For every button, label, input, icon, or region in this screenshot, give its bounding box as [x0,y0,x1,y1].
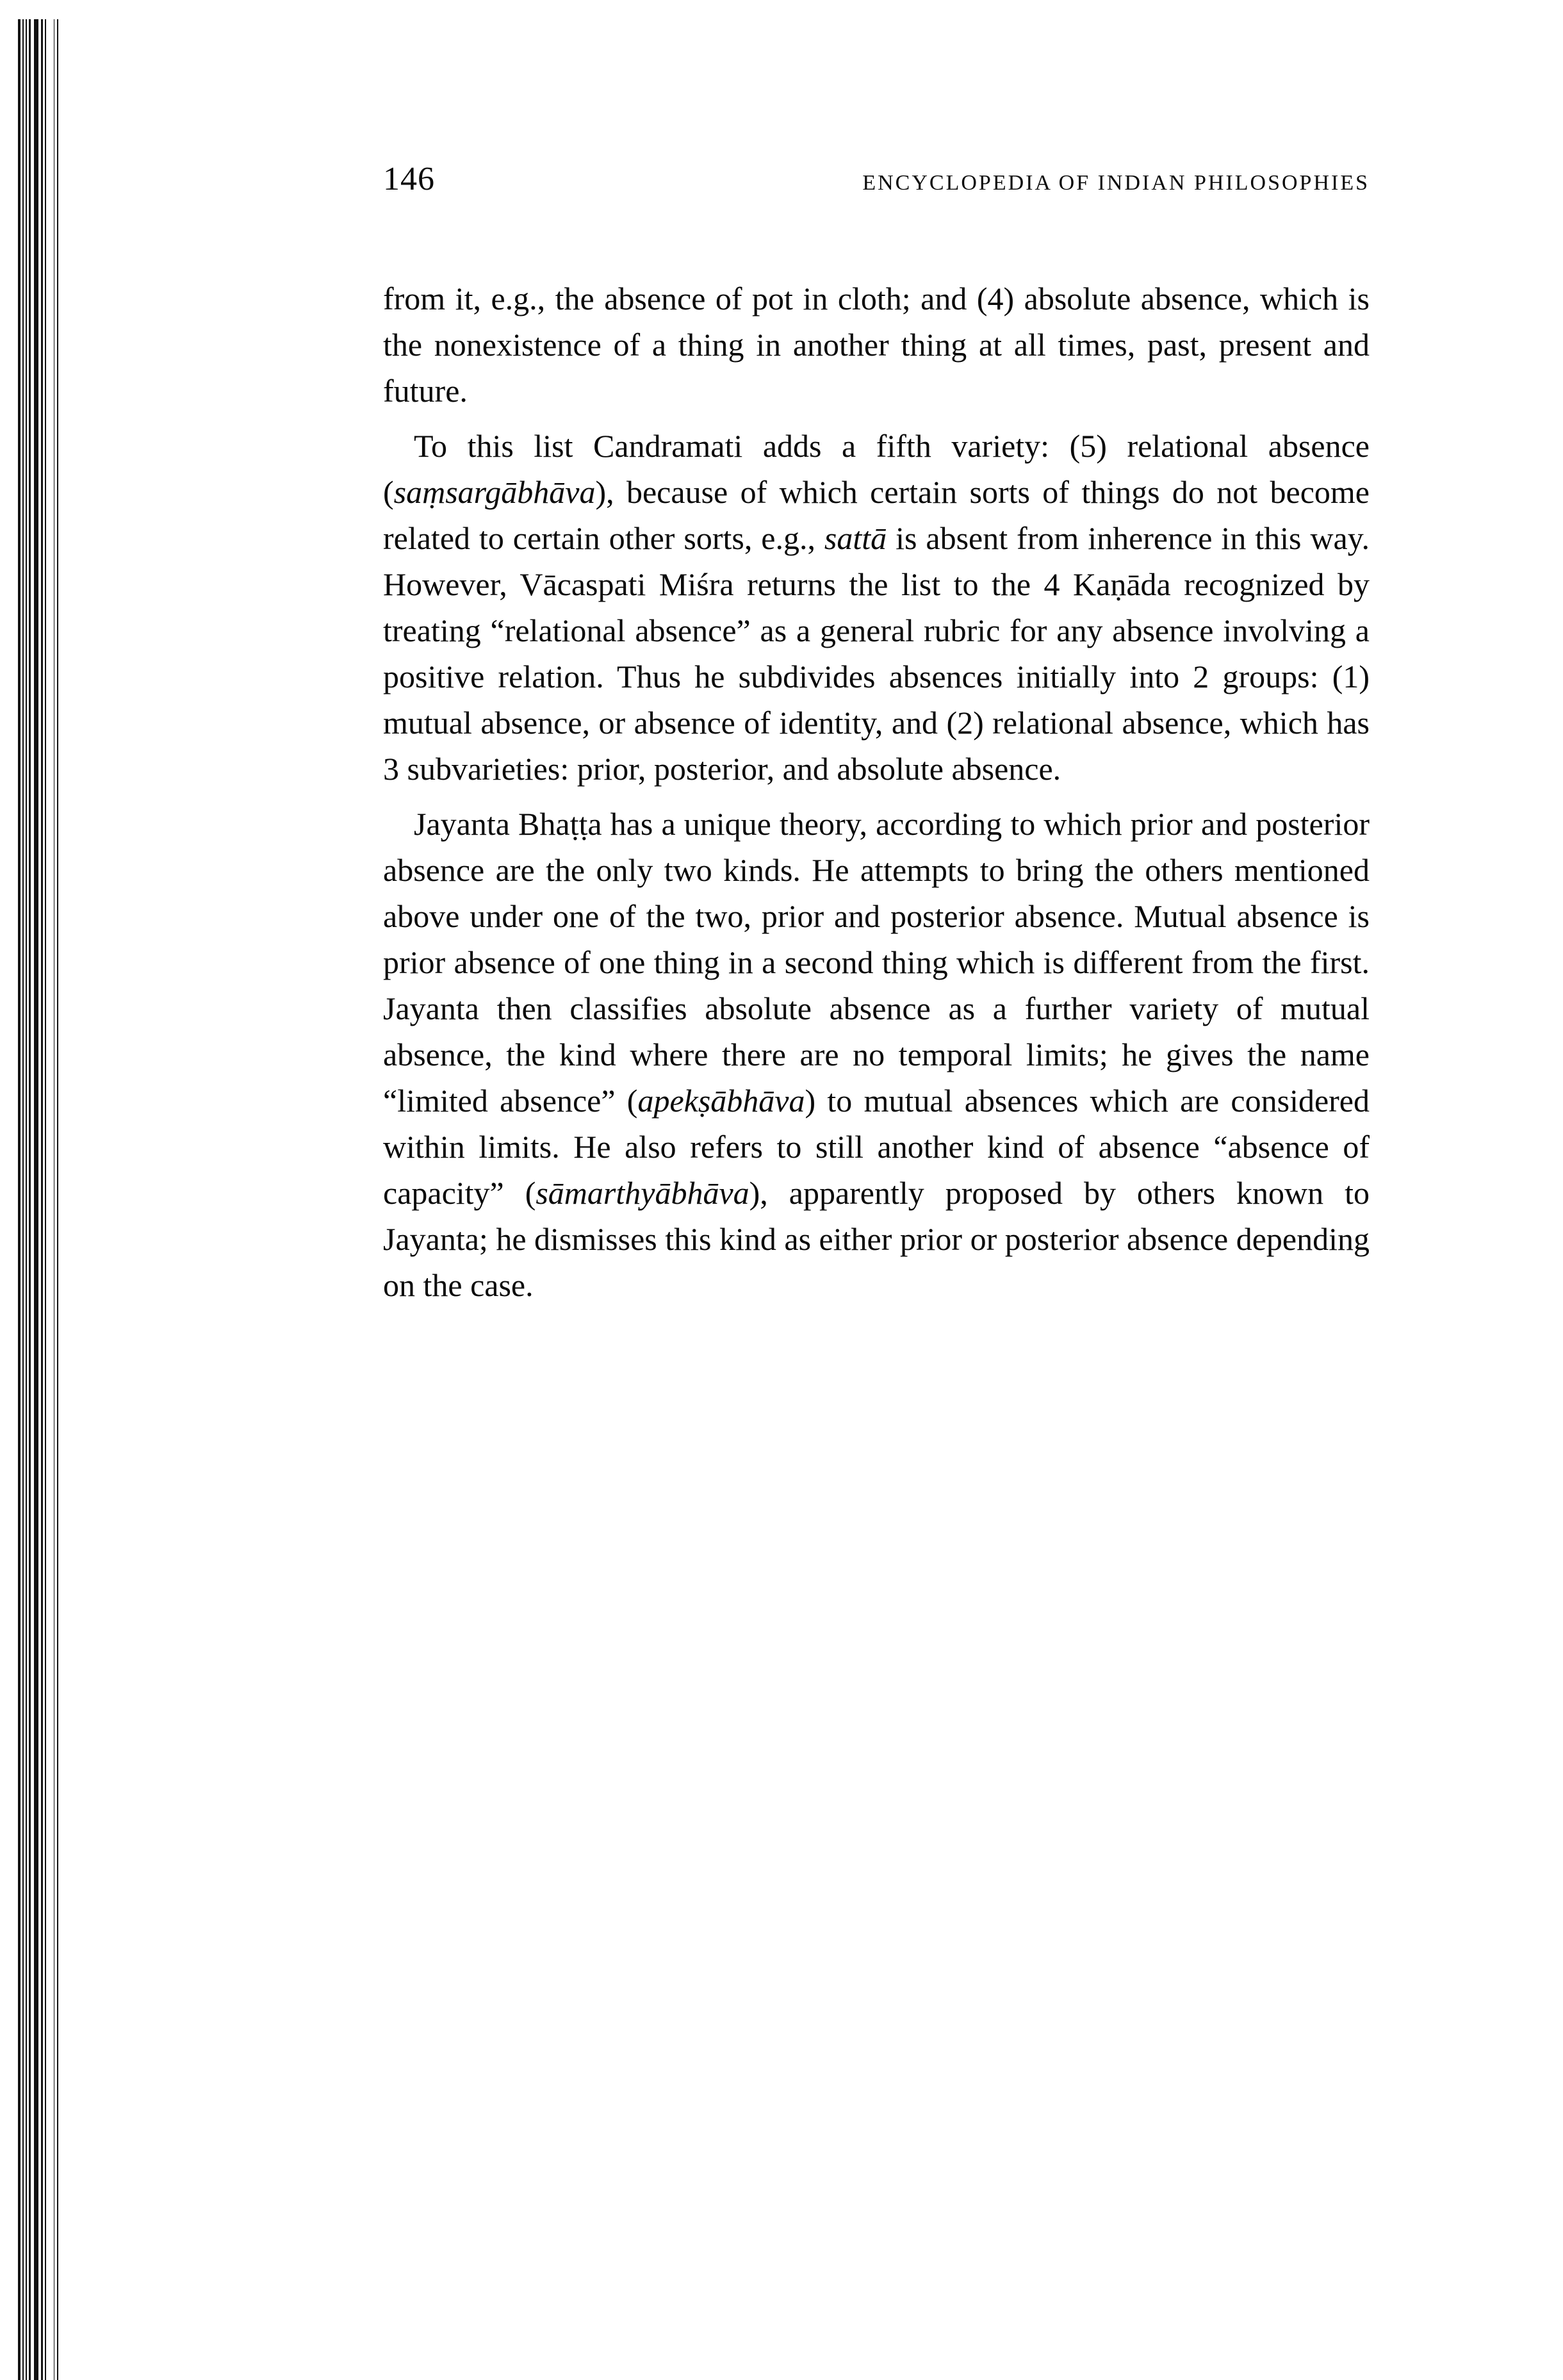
text-run: ), apparently proposed by others known to Jayanta; he dismisses this kind as either prior or posterior absence depending on the case. [383,1175,1370,1303]
binding-gutter-lines [0,19,64,2380]
text-run: ), because of which certain sorts of things do not become related to certain other sorts, e.g., [383,474,1370,556]
text-run: is absent from inherence in this way. However, Vācaspati Miśra returns the list to the 4 Kaṇāda recognized by treating “relational absence” as a general rubric for any absence involving a positive relation. Thus he subdivides absences initially into 2 groups: (1) mutual absence, or absence of identity, and (2) relational absence, which has 3 subvarieties: prior, posterior, and absolute absence. [383,520,1370,787]
text-run: from it, e.g., the absence of pot in cloth; and (4) absolute absence, which is the nonexistence of a thing in another thing at all times, past, present and future. [383,281,1370,409]
sanskrit-term: apekṣābhāva [637,1083,805,1119]
running-title: ENCYCLOPEDIA OF INDIAN PHILOSOPHIES [862,171,1370,195]
sanskrit-term: sattā [824,520,887,556]
paragraph [383,801,1370,1308]
sanskrit-term: sāmarthyābhāva [536,1175,749,1211]
paragraph [383,275,1370,414]
running-head [383,160,1370,211]
page-number: 146 [383,161,435,197]
body-text [383,275,1370,1308]
sanskrit-term: saṃsargābhāva [393,474,596,510]
paragraph [383,423,1370,792]
text-run: Jayanta Bhaṭṭa has a unique theory, according to which prior and posterior absence are the only two kinds. He attempts to bring the others mentioned above under one of the two, prior and posterior absence. Mutual absence is prior absence of one thing in a second thing which is different from the first. Jayanta then classifies absolute absence as a further variety of mutual absence, the kind where there are no temporal limits; he gives the name “limited absence” ( [383,806,1370,1119]
text-run: To this list Candramati adds a fifth variety: (5) relational absence ( [383,428,1370,510]
text-run: ) to mutual absences which are considered within limits. He also refers to still another kind of absence “absence of capacity” ( [383,1083,1370,1211]
document-page [383,160,1370,1317]
